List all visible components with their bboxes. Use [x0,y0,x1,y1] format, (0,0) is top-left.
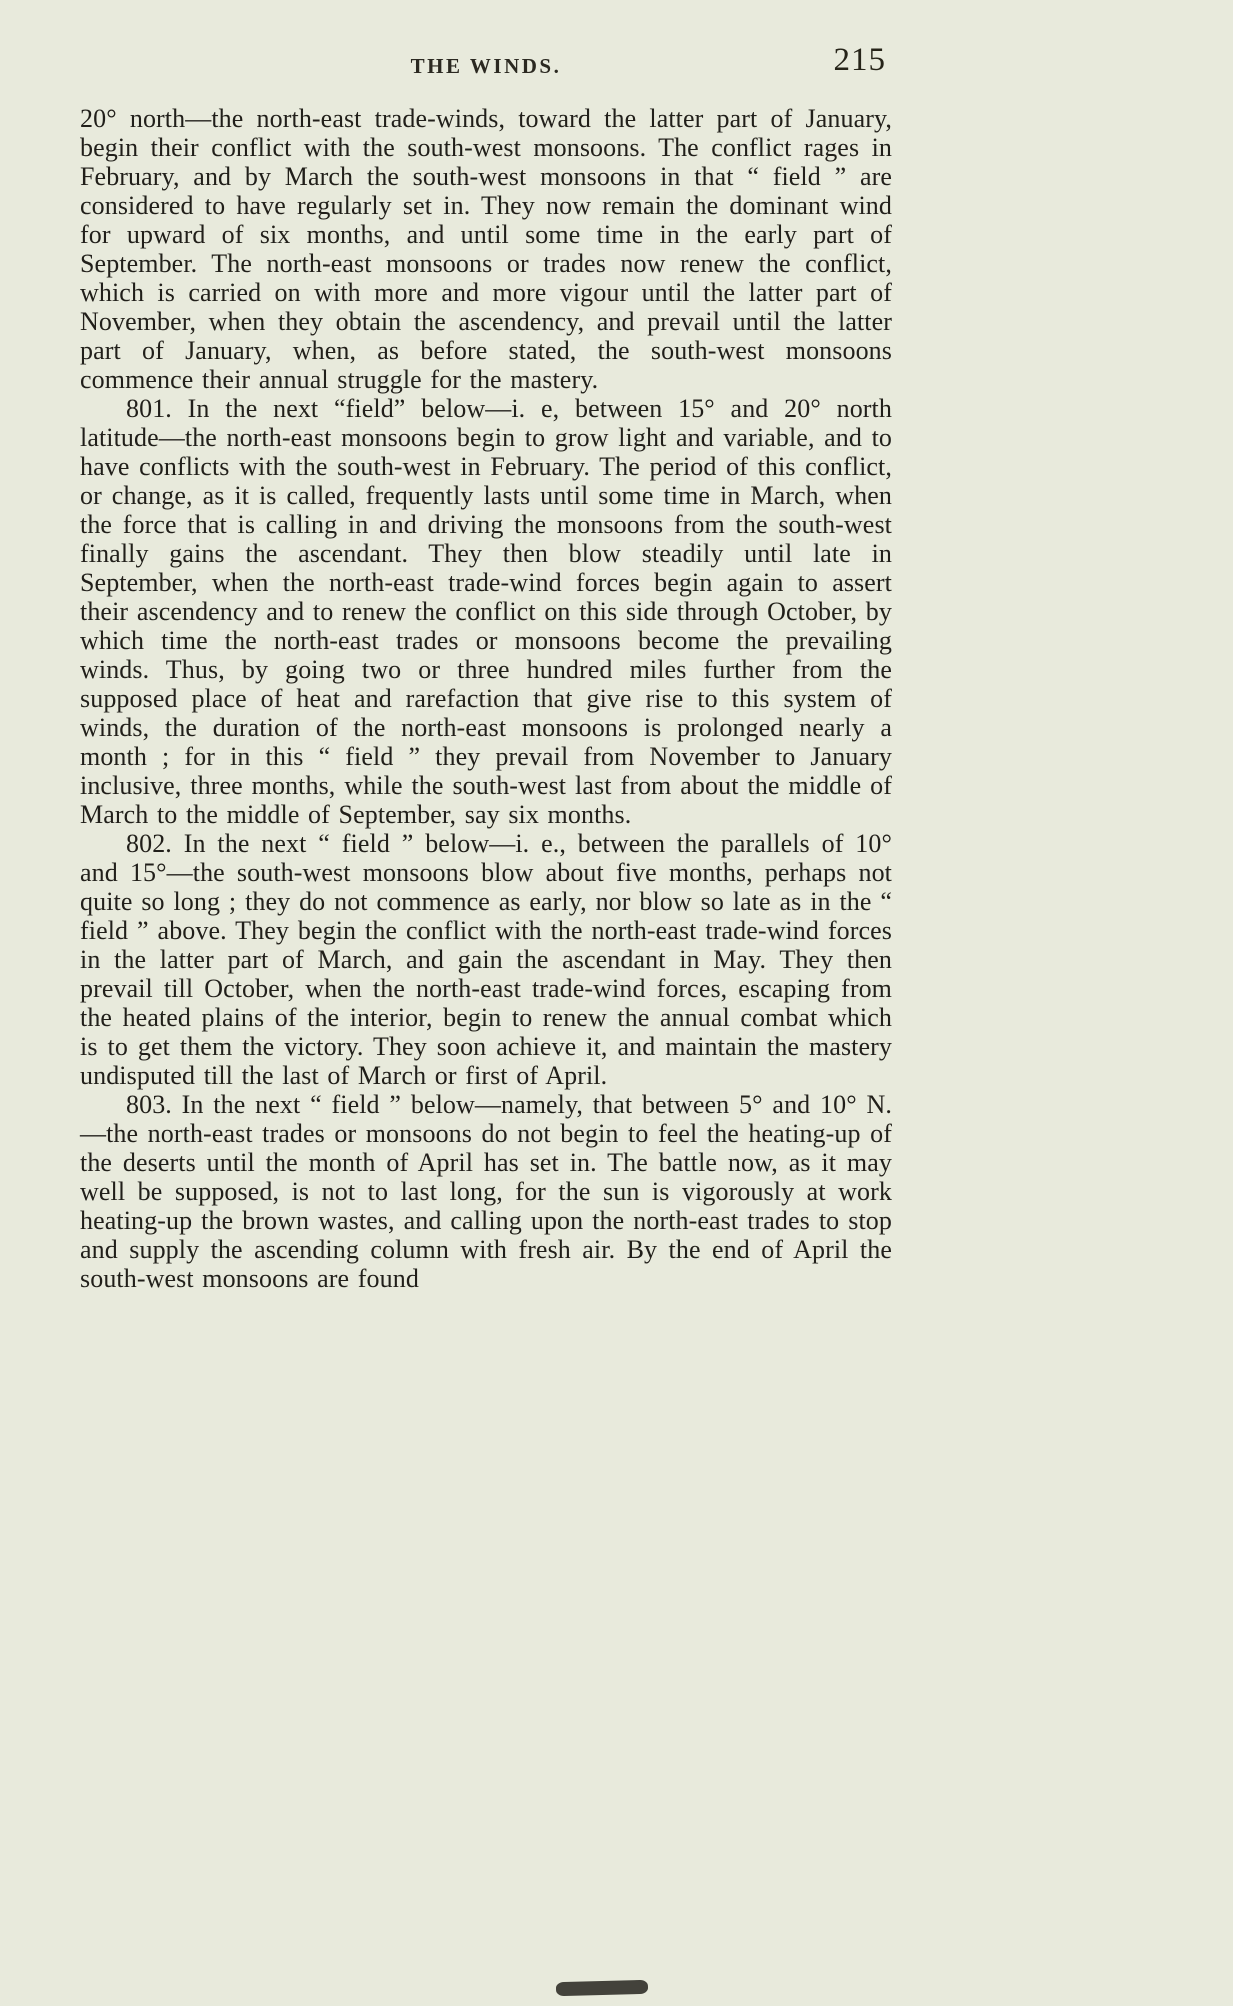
page-header [80,42,892,88]
paragraph-801: 801. In the next “field” below—i. e, between 15° and 20° north latitude—the north-east monsoons begin to grow light and variable, and to have conflicts with the south-west in February. The period of this conflict, or change, as it is called, frequently lasts until some time in March, when the force that is calling in and driving the monsoons from the south-west finally gains the ascendant. They then blow steadily until late in September, when the north-east trade-wind forces begin again to assert their ascendency and to renew the conflict on this side through October, by which time the north-east trades or monsoons become the prevailing winds. Thus, by going two or three hundred miles further from the supposed place of heat and rarefaction that give rise to this system of winds, the duration of the north-east monsoons is prolonged nearly a month ; for in this “ field ” they prevail from November to January inclusive, three months, while the south-west last from about the middle of March to the middle of September, say six months. [80,394,892,829]
paragraph-continuation: 20° north—the north-east trade-winds, toward the latter part of January, begin their conflict with the south-west monsoons. The conflict rages in February, and by March the south-west monsoons in that “ field ” are considered to have regularly set in. They now remain the dominant wind for upward of six months, and until some time in the early part of September. The north-east monsoons or trades now renew the conflict, which is carried on with more and more vigour until the latter part of November, when they obtain the ascendency, and prevail until the latter part of January, when, as before stated, the south-west monsoons commence their annual struggle for the mastery. [80,104,892,394]
paragraph-802: 802. In the next “ field ” below—i. e., between the parallels of 10° and 15°—the south-west monsoons blow about five months, perhaps not quite so long ; they do not commence as early, nor blow so late as in the “ field ” above. They begin the conflict with the north-east trade-wind forces in the latter part of March, and gain the ascendant in May. They then prevail till October, when the north-east trade-wind forces, escaping from the heated plains of the interior, begin to renew the annual combat which is to get them the victory. They soon achieve it, and maintain the mastery undisputed till the last of March or first of April. [80,829,892,1090]
page-number: 215 [833,42,886,78]
text-block [80,104,892,1293]
paragraph-803: 803. In the next “ field ” below—namely, that between 5° and 10° N.—the north-east trades or monsoons do not begin to feel the heating-up of the deserts until the month of April has set in. The battle now, as it may well be supposed, is not to last long, for the sun is vigorously at work heating-up the brown wastes, and calling upon the north-east trades to stop and supply the ascending column with fresh air. By the end of April the south-west monsoons are found [80,1090,892,1293]
running-title: THE WINDS. [410,54,562,78]
scan-smudge-artifact [556,1980,648,1996]
